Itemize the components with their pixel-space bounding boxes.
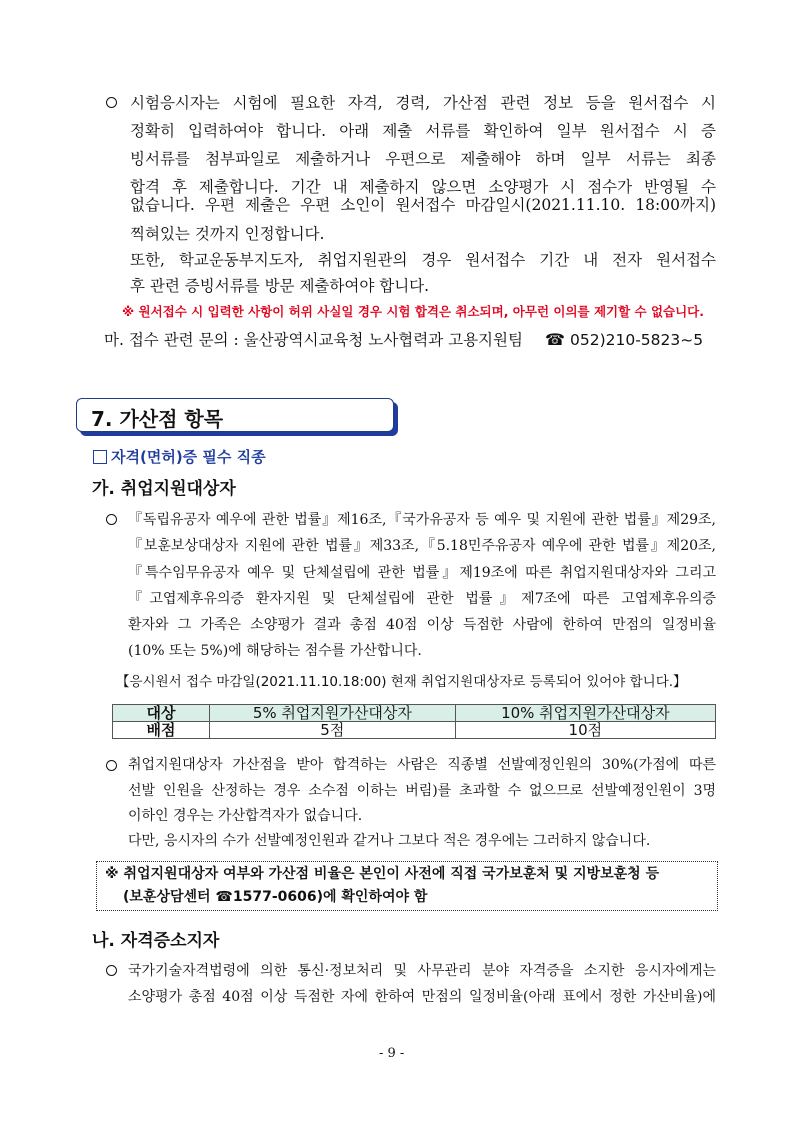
bullet-circle-icon — [106, 514, 117, 525]
ga-line-2: 『보훈보상대상자 지원에 관한 법률』제33조,『5.18민주유공자 예우에 관한 법률』제20조, — [128, 538, 716, 554]
para1-line-1: 시험응시자는 시험에 필요한 자격, 경력, 가산점 관련 정보 등을 원서접수 시 — [130, 94, 716, 112]
checkbox-square-icon — [93, 450, 107, 464]
warning-text: ※ 원서접수 시 입력한 사항이 허위 사실일 경우 시험 합격은 취소되며, 아무런 이의를 제기할 수 없습니다. — [122, 304, 705, 319]
phone-icon: ☎ — [545, 330, 565, 349]
ga2-line-1: 취업지원대상자 가산점을 받아 합격하는 사람은 직종별 선발예정인원의 30%(가점에 따른 — [128, 757, 716, 773]
table-cell: 배점 — [113, 722, 210, 739]
table-row — [113, 705, 716, 722]
ga2-line-2: 선발 인원을 산정하는 경우 소수점 이하는 버림)를 초과할 수 없으므로 선발예정인원이 3명 — [128, 783, 716, 799]
para1-line-6: 찍혀있는 것까지 인정합니다. — [130, 225, 325, 243]
para1-line-3: 빙서류를 첨부파일로 제출하거나 우편으로 제출해야 하며 일부 서류는 최종 — [130, 150, 716, 168]
na-line-1: 국가기술자격법령에 의한 통신·정보처리 및 사무관리 분야 자격증을 소지한 응시자에게는 — [128, 963, 716, 979]
ga2-line-3: 이하인 경우는 가산합격자가 없습니다. — [128, 808, 363, 824]
table-header-cell: 5% 취업지원가산대상자 — [210, 705, 456, 722]
bullet-circle-icon — [106, 760, 117, 771]
checkbox-label: 자격(면허)증 필수 직종 — [111, 448, 266, 466]
notice-box — [96, 861, 718, 911]
table-header-cell: 대상 — [113, 705, 210, 722]
table-cell: 10점 — [455, 722, 715, 739]
ga-line-4: 『고엽제후유의증 환자지원 및 단체설립에 관한 법률』제7조에 따른 고엽제후유의증 — [128, 591, 716, 607]
sub-na-heading: 나. 자격증소지자 — [92, 931, 220, 951]
ga-line-1: 『독립유공자 예우에 관한 법률』제16조,『국가유공자 등 예우 및 지원에 관한 법률』제29조, — [128, 512, 716, 528]
section-title-box — [76, 398, 394, 432]
ga2-line-4: 다만, 응시자의 수가 선발예정인원과 같거나 그보다 적은 경우에는 그러하지 않습니다. — [128, 833, 651, 849]
sub-ga-heading: 가. 취업지원대상자 — [92, 479, 236, 499]
table-row — [113, 722, 716, 739]
na-line-2: 소양평가 총점 40점 이상 득점한 자에 한하여 만점의 일정비율(아래 표에서 정한 가산비율)에 — [128, 989, 716, 1005]
para1-line-4: 합격 후 제출합니다. 기간 내 제출하지 않으면 소양평가 시 점수가 반영될 수 — [130, 178, 716, 196]
section-title: 7. 가산점 항목 — [91, 407, 224, 431]
ga-line-5: 환자와 그 가족은 소양평가 결과 총점 40점 이상 득점한 사람에 한하여 만점의 일정비율 — [128, 617, 716, 633]
table-header-cell: 10% 취업지원가산대상자 — [455, 705, 715, 722]
para1-line-2: 정확히 입력하여야 합니다. 아래 제출 서류를 확인하여 일부 원서접수 시 증 — [130, 122, 716, 140]
para1-line-5: 없습니다. 우편 제출은 우편 소인이 원서접수 마감일시(2021.11.10. 18:00까지) — [130, 196, 716, 214]
ga-line-6: (10% 또는 5%)에 해당하는 점수를 가산합니다. — [128, 643, 422, 659]
contact-phone: 052)210-5823~5 — [570, 331, 704, 349]
notice-line-1: ※ 취업지원대상자 여부와 가산점 비율은 본인이 사전에 직접 국가보훈처 및 지방보훈청 등 — [105, 866, 660, 882]
ga-note: 【응시원서 접수 마감일(2021.11.10.18:00) 현재 취업지원대상자로 등록되어 있어야 합니다.】 — [116, 674, 687, 690]
ga-line-3: 『특수임무유공자 예우 및 단체설립에 관한 법률』제19조에 따른 취업지원대상자와 그리고 — [128, 565, 716, 581]
bullet-circle-icon — [106, 97, 117, 108]
contact-label: 마. 접수 관련 문의 : 울산광역시교육청 노사협력과 고용지원팀 — [104, 331, 523, 349]
score-table — [112, 704, 716, 739]
notice-line-2: (보훈상담센터 ☎1577-0606)에 확인하여야 함 — [123, 889, 428, 905]
bullet-circle-icon — [106, 965, 117, 976]
page-number: - 9 - — [379, 1046, 405, 1061]
table-cell: 5점 — [210, 722, 456, 739]
para1-line-8: 후 관련 증빙서류를 방문 제출하여야 합니다. — [130, 277, 430, 295]
para1-line-7: 또한, 학교운동부지도자, 취업지원관의 경우 원서접수 기간 내 전자 원서접수 — [130, 251, 716, 269]
